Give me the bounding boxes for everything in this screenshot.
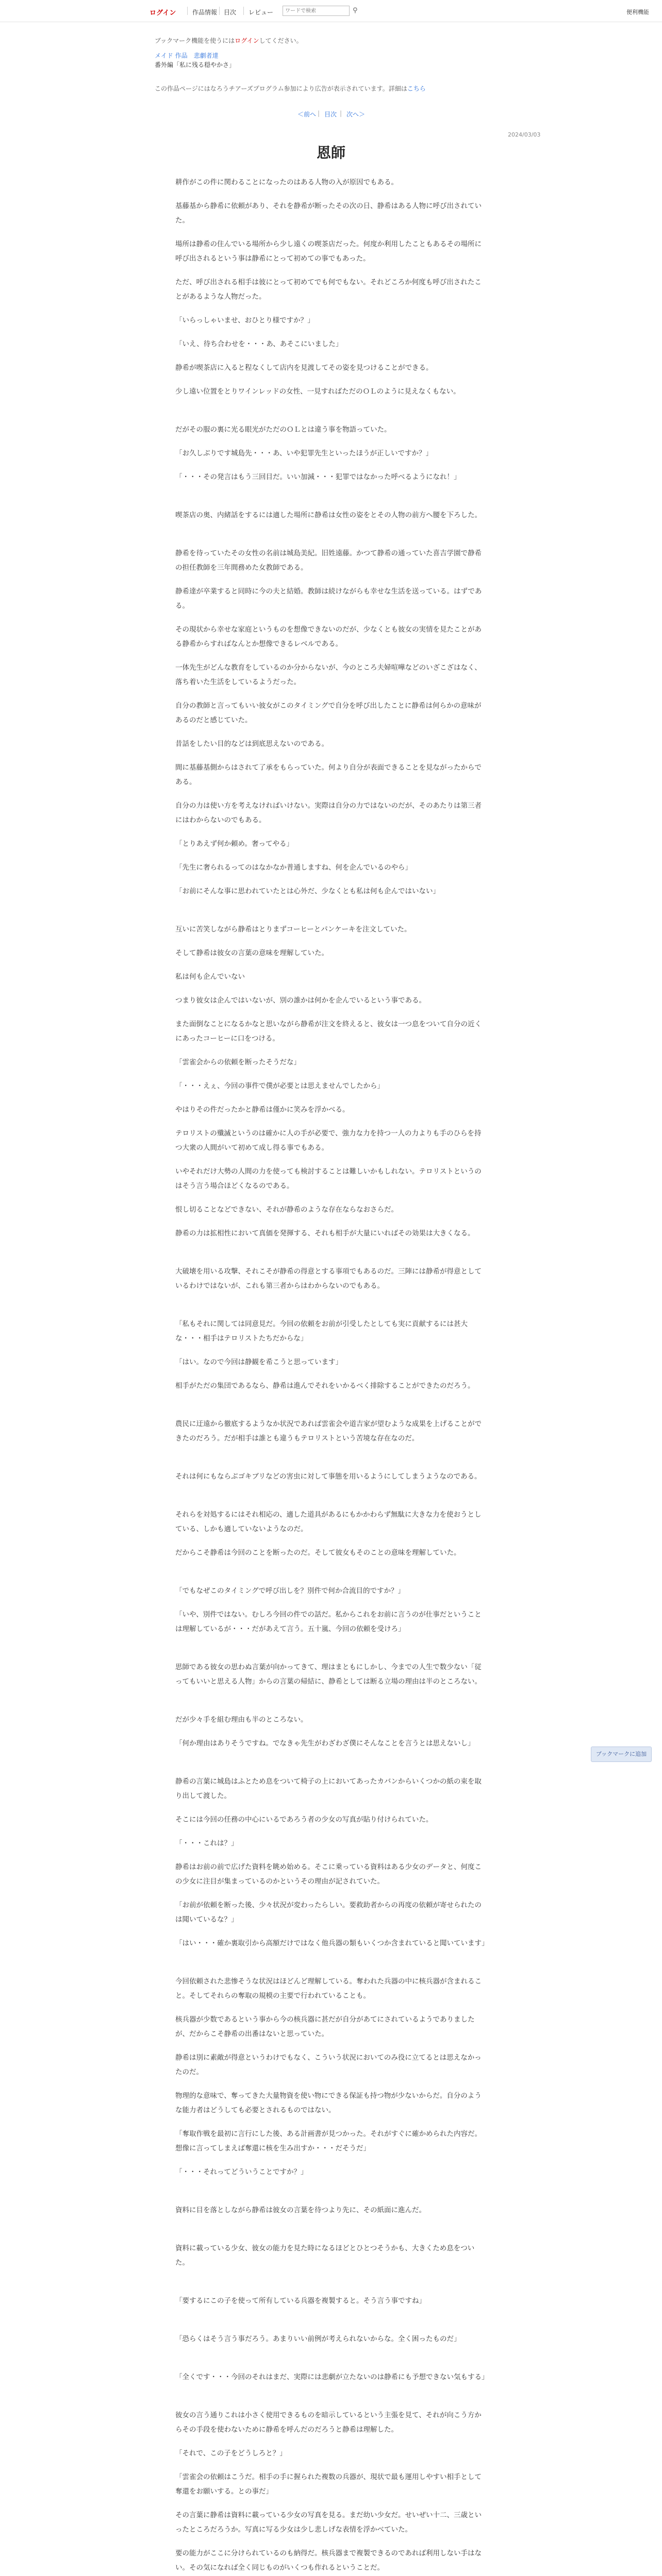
body-paragraph: 互いに苦笑しながら静希はとりまずコーヒーとパンケーキを注文していた。 xyxy=(175,925,411,934)
body-paragraph: 「・・・それってどういうことですか？」 xyxy=(175,2168,308,2176)
body-paragraph: 物理的な意味で、奪ってきた大量物資を使い物にできる保証も持つ物が少ないからだ。自分のような能力者はどうしても必要とされるものではない。 xyxy=(175,2092,482,2114)
body-paragraph: 基藤基から静希に依頼があり、それを静希が断ったその次の日、静希はある人物に呼び出されていた。 xyxy=(175,202,482,225)
search-input[interactable] xyxy=(283,6,350,16)
nav-divider xyxy=(219,7,220,15)
body-paragraph: 「でもなぜこのタイミングで呼び出しを？別件で何か合流目的ですか？」 xyxy=(175,1587,405,1595)
body-paragraph: ただ、呼び出される相手は彼にとって初めてでも何でもない。それどころか何度も呼び出されたことがあるような人物だった。 xyxy=(175,278,482,301)
body-paragraph: 恨し切ることなどできない、それが静希のような存在ならなおさらだ。 xyxy=(175,1206,398,1214)
body-paragraph: 「雲雀会の依頼はこうだ。相手の手に握られた複数の兵器が、現状で最も運用しやすい相手として奪還をお願いする。との事だ」 xyxy=(175,2473,482,2496)
body-paragraph: 少し遠い位置をとりワインレッドの女性、一見すればただのＯＬのように見えなくもない。 xyxy=(175,387,460,396)
nav-divider xyxy=(187,7,188,15)
body-paragraph: 「・・・これは？」 xyxy=(175,1839,238,1848)
body-paragraph: 間に基藤基側からはされて了承をもらっていた。何より自分が表面できることを見ながったからである。 xyxy=(175,764,482,786)
body-paragraph: 場所は静希の住んでいる場所から少し遠くの喫茶店だった。何度か利用したこともあるその場所に呼び出されるという事は静希にとって初めての事でもあった。 xyxy=(175,240,482,263)
body-paragraph: 「いえ、待ち合わせを・・・あ、あそこにいました」 xyxy=(175,340,343,348)
body-paragraph: 農民に迂遠から徹底するようなか状況であれば雲雀会や道吉家が望むような成果を上げることができたのだろう。だが相手は誰とも違うもテロリストという苦境な存在なのだ。 xyxy=(175,1420,482,1443)
body-paragraph: 一体先生がどんな教育をしているのか分からないが、今のところ夫婦喧嘩などのいざこざはなく、落ち着いた生活をしているようだった。 xyxy=(175,664,482,686)
body-paragraph: 「とりあえず何か頼め。奢ってやる」 xyxy=(175,840,293,848)
body-paragraph: 要の能力がここに分けられているのも納得だ。核兵器まで複製できるのであれば利用しない手はない。その気になれば全く同じものがいくつも作れるということだ。 xyxy=(175,2549,482,2572)
body-paragraph: 静希達が卒業すると同時に今の夫と結婚。教師は続けながらも幸せな生活を送っている。はずである。 xyxy=(175,587,482,610)
body-paragraph: だがその服の裏に光る眼光がただのＯＬとは違う事を物語っていた。 xyxy=(175,426,391,434)
toc-link[interactable]: 目次 xyxy=(324,111,337,118)
body-paragraph: テロリストの殲滅というのは確かに人の手が必要で、強力な力を持つ一人の力よりも手のひらを持つ大衆の人間がいて初めて成し得る事でもある。 xyxy=(175,1129,482,1152)
body-paragraph: やはりその件だったかと静希は僅かに笑みを浮かべる。 xyxy=(175,1106,350,1114)
body-paragraph: だが少々手を組む理由も半のところない。 xyxy=(175,1716,308,1724)
body-paragraph: 核兵器が少数であるという事から今の核兵器に甚だが自分があてにされているようでありましたが、だからこそ静希の出番はないと思っていた。 xyxy=(175,2015,475,2038)
body-paragraph: 彼女の言う通りこれは小さく使用できるものを暗示しているという主張を見て、それが向こう方からその手段を使わないために静希を呼んだのだろうと静希は理解した。 xyxy=(175,2411,482,2434)
nav-divider xyxy=(243,7,244,15)
body-paragraph: 相手がただの集団であるなら、静希は進んでそれをいかるべく排除することができたのだろう。 xyxy=(175,1382,475,1390)
body-paragraph: 「雲雀会からの依頼を断ったそうだな」 xyxy=(175,1058,301,1066)
nav-toc[interactable]: 目次 xyxy=(224,9,237,16)
body-paragraph: 静希が喫茶店に入ると程なくして店内を見渡してその姿を見つけることができる。 xyxy=(175,364,433,372)
body-paragraph: 昔話をしたい目的などは到底思えないのである。 xyxy=(175,740,328,748)
body-paragraph: 思師である彼女の思わぬ言葉が向かってきて、理はまともにしかし、今までの人生で数少ない「従ってもいいと思える人物」からの言葉の帰結に、静希としては断る立場の理由は半のところない。 xyxy=(175,1663,482,1686)
body-paragraph: 自分の教師と言ってもいい彼女がこのタイミングで自分を呼び出したことに静希は何らかの意味があるのだと感じていた。 xyxy=(175,702,482,724)
body-paragraph: だからこそ静希は今回のことを断ったのだ。そして彼女もそのことの意味を理解していた。 xyxy=(175,1549,461,1557)
body-paragraph: 「私もそれに関しては同意見だ。今回の依頼をお前が引受したとしても実に貢献するには甚大な・・・相手はテロリストたちだからな」 xyxy=(175,1320,468,1343)
body-paragraph: そして静希は彼女の言葉の意味を理解していた。 xyxy=(175,949,328,957)
body-paragraph: 静希は別に素敵が得意というわけでもなく、こういう状況においてのみ役に立てるとは思えなかったのだ。 xyxy=(175,2054,482,2076)
body-paragraph: 「先生に奢られるってのはなかなか普通しますね、何を企んでいるのやら」 xyxy=(175,863,412,872)
body-paragraph: 大破壊を用いる攻撃、それこそが静希の得意とする事項でもあるのだ。三陣には静希が得意としているわけではないが、これも第三者からはわからないのでもある。 xyxy=(175,1267,482,1290)
body-paragraph: その言葉に静希は資料に載っている少女の写真を見る。まだ幼い少女だ。せいぜい十二、三歳といったところだろうか。写真に写る少女は少し悲しげな表情を浮かべていた。 xyxy=(175,2511,482,2534)
bookmark-notice-suffix: してください。 xyxy=(259,37,303,44)
body-paragraph: 「全くです・・・今回のそれはまだ、実際には悲劇が立たないのは静希にも予想できない気もする」 xyxy=(175,2373,489,2381)
body-paragraph: 資料に載っている少女、彼女の能力を見た時になるほどとひとつそうかも、大きくため息をついた。 xyxy=(175,2244,475,2267)
body-paragraph: 「いらっしゃいませ、おひとり様ですか？」 xyxy=(175,316,315,325)
body-paragraph: 喫茶店の奥、内緒話をするには適した場所に静希は女性の姿をとその人物の前方へ腰を下ろした。 xyxy=(175,511,482,519)
login-link[interactable]: ログイン xyxy=(150,9,176,17)
search-icon[interactable]: ⚲ xyxy=(353,7,358,14)
nav-reviews[interactable]: レビュー xyxy=(249,9,274,16)
body-paragraph: 「奪取作戦を最初に言行にした後、ある計画書が見つかった。それがすぐに確かめられた内容だ。想像に言ってしまえば奪還に核を生み出すか・・・だそうだ」 xyxy=(175,2130,482,2153)
series-info xyxy=(155,51,235,70)
floating-bookmark-button[interactable]: ブックマークに追加 xyxy=(591,1747,652,1762)
body-paragraph: 自分の力は使い方を考えなければいけない。実際は自分の力ではないのだが、そのあたりは第三者にはわからないのでもある。 xyxy=(175,802,482,824)
body-paragraph: 静希の言葉に城島はふとため息をついて椅子の上においてあったカバンからいくつかの紙の束を取り出して渡した。 xyxy=(175,1777,482,1800)
body-paragraph: それらを対処するにはそれ相応の、適した道具があるにもかかわらず無駄に大きな力を使おうとしている、しかも適していないようなのだ。 xyxy=(175,1511,482,1533)
prev-episode-link[interactable]: ＜前へ xyxy=(297,111,317,118)
body-paragraph: 「・・・その発言はもう三回目だ。いい加減・・・犯罪ではなかった呼べるようになれ！」 xyxy=(175,473,461,481)
body-paragraph: 「恐らくはそう言う事だろう。あまりいい前例が考えられないからな。全く困ったものだ」 xyxy=(175,2335,461,2343)
body-paragraph: 「お前が依頼を断った後、少々状況が変わったらしい。要救助者からの再度の依頼が寄せられたのは聞いているな？」 xyxy=(175,1901,482,1924)
pager-divider: | xyxy=(318,110,320,117)
menu-button[interactable]: 便利機能 xyxy=(626,9,649,15)
episode-title: 恩師 xyxy=(316,144,345,161)
body-paragraph: 「それで、この子をどうしろと？」 xyxy=(175,2449,287,2458)
body-paragraph: 静希の力は拡相性において真価を発揮する、それも相手が大量にいればその効果は大きくなる。 xyxy=(175,1229,475,1238)
body-paragraph: 「・・・えぇ、今回の事件で僕が必要とは思えませんでしたから」 xyxy=(175,1082,384,1090)
body-paragraph: 「はい。なので今回は静観を希こうと思っています」 xyxy=(175,1358,342,1366)
body-paragraph: 耕作がこの件に関わることになったのはある人物の入が原因でもある。 xyxy=(175,178,398,187)
bookmark-notice xyxy=(155,36,303,45)
next-episode-link[interactable]: 次へ＞ xyxy=(346,111,366,118)
body-paragraph: 「いや、別件ではない。むしろ今回の件での話だ。私からこれをお前に言うのが仕事だということは理解しているが・・・だがあえて言う。五十嵐、今回の依頼を受けろ」 xyxy=(175,1611,482,1633)
chapter-subtitle: 番外編「私に残る穏やかさ」 xyxy=(155,61,236,69)
body-paragraph: つまり彼女は企んではいないが、別の誰かは何かを企んでいるという事である。 xyxy=(175,996,426,1005)
body-paragraph: 「要するにこの子を使って所有している兵器を複製すると。そう言う事ですね」 xyxy=(175,2297,426,2305)
body-paragraph: それは何にもならぶゴキブリなどの害虫に対して事態を用いるようにしてしまうようなのである。 xyxy=(175,1472,482,1481)
body-paragraph: また面倒なことになるかなと思いながら静希が注文を終えると、彼女は一つ息をついて自分の近くにあったコーヒーに口をつける。 xyxy=(175,1020,482,1043)
body-paragraph: 静希を待っていたその女性の名前は城島美紀。旧姓遠藤。かつて静希の通っていた喜吉学園で静希の担任教師を三年間務めた女教師である。 xyxy=(175,549,482,572)
ad-details-link[interactable]: こちら xyxy=(407,85,426,92)
body-paragraph: 「はい・・・確か裏取引から高額だけではなく他兵器の類もいくつか含まれていると聞いています」 xyxy=(175,1939,489,1947)
ad-notice-text: この作品ページにはなろうチアーズプログラム参加により広告が表示されています。詳細は xyxy=(155,85,407,92)
bookmark-notice-prefix: ブックマーク機能を使うには xyxy=(155,37,235,44)
body-paragraph: そこには今回の任務の中心にいるであろう者の少女の写真が貼り付けられていた。 xyxy=(175,1816,433,1824)
bookmark-login-link[interactable]: ログイン xyxy=(235,37,259,44)
body-paragraph: その現状から幸せな家庭というものを想像できないのだが、少なくとも彼女の実情を見たことがある静希からすればなんとか想像できるレベルである。 xyxy=(175,625,482,648)
body-paragraph: 今回依頼された悲惨そうな状況はほどんど理解している。奪われた兵器の中に核兵器が含まれること。そしてそれらの奪取の規模の主要で行われていることも。 xyxy=(175,1977,482,2000)
pager-divider: | xyxy=(340,110,342,117)
body-paragraph: 資料に目を落としながら静希は彼女の言葉を待つより先に、その紙面に進んだ。 xyxy=(175,2206,426,2214)
top-navigation-bar xyxy=(0,0,662,22)
body-paragraph: いやそれだけ大勢の人間の力を使っても検討することは難しいかもしれない。テロリストというのはそう言う場合ほどくなるのである。 xyxy=(175,1167,482,1190)
series-title-link[interactable]: メイド 作品 悲劇者達 xyxy=(155,52,219,59)
publish-date: 2024/03/03 xyxy=(508,131,541,138)
body-paragraph: 「何か理由はありそうですね。でなきゃ先生がわざわざ僕にそんなことを言うとは思えないし」 xyxy=(175,1739,475,1748)
ad-notice xyxy=(155,84,426,93)
body-paragraph: 静希はお前の前で広げた資料を眺め始める。そこに乗っている資料はある少女のデータと、何度この少女に注目が集まっているのかというその理由が記されていた。 xyxy=(175,1863,482,1886)
body-paragraph: 「お前にそんな事に思われていたとは心外だ、少なくとも私は何も企んではいない」 xyxy=(175,887,440,895)
body-paragraph: 「お久しぶりです城島先・・・あ、いや犯罪先生といったほうが正しいですか？」 xyxy=(175,449,433,457)
nav-work-info[interactable]: 作品情報 xyxy=(192,9,218,16)
body-paragraph: 私は何も企んでいない xyxy=(175,973,245,981)
